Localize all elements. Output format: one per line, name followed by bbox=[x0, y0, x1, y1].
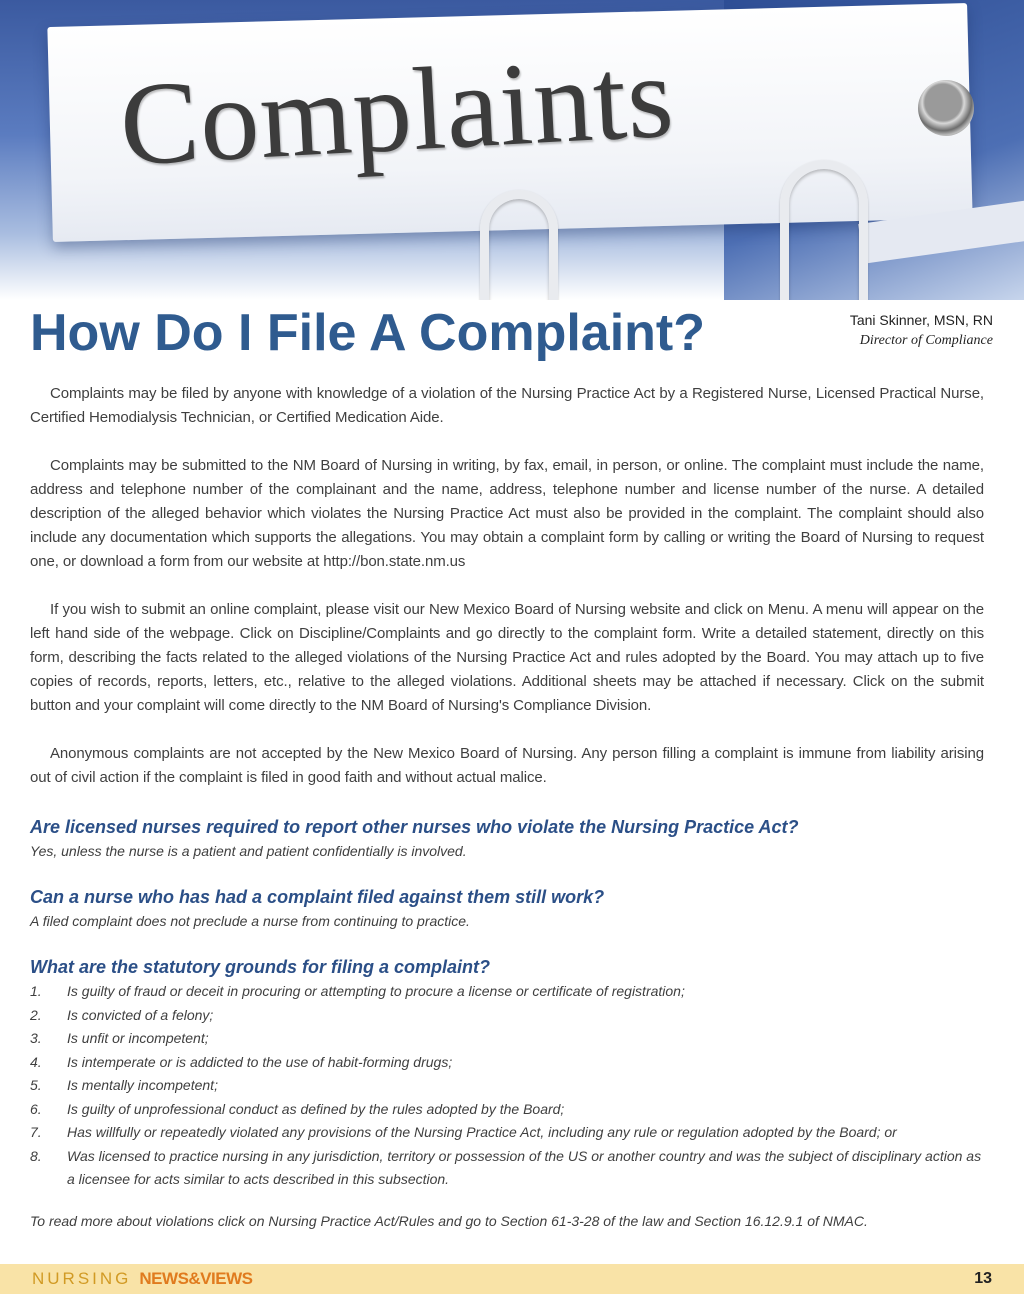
binder-grommet-icon bbox=[918, 80, 974, 136]
list-number: 6. bbox=[30, 1100, 42, 1117]
byline bbox=[850, 310, 993, 352]
list-number: 4. bbox=[30, 1053, 42, 1070]
list-number: 7. bbox=[30, 1124, 42, 1140]
list-number: 2. bbox=[30, 1006, 42, 1023]
list-item bbox=[30, 980, 984, 1004]
list-text: Is intemperate or is addicted to the use of habit-forming drugs; bbox=[67, 1053, 453, 1070]
list-item bbox=[30, 1098, 984, 1122]
article-body bbox=[30, 382, 984, 1232]
logo-text-news-views: NEWS&VIEWS bbox=[139, 1269, 253, 1288]
qa-block bbox=[30, 884, 984, 932]
list-item bbox=[30, 1027, 984, 1051]
paragraph: If you wish to submit an online complaint, please visit our New Mexico Board of Nursing website and click on Menu. A menu will appear on the left hand side of the webpage. Click on Discipline/Complaints and go directly to the complaint form. Write a detailed statement, directly on this form, describing the facts related to the alleged violations of the Nursing Practice Act and rules adopted by the Board. You may attach up to five copies of records, reports, letters, etc., relative to the alleged violations. Additional sheets may be attached if necessary. Click on the submit button and your complaint will come directly to the NM Board of Nursing's Compliance Division. bbox=[30, 601, 984, 714]
binder-ring-icon bbox=[480, 190, 558, 300]
page-title: How Do I File A Complaint? bbox=[30, 304, 706, 362]
list-number: 5. bbox=[30, 1077, 42, 1093]
publication-logo bbox=[32, 1269, 252, 1290]
page-footer bbox=[0, 1264, 1024, 1294]
list-number: 1. bbox=[30, 983, 42, 999]
list-item bbox=[30, 1074, 984, 1098]
answer-text: A filed complaint does not preclude a nurse from continuing to practice. bbox=[30, 913, 470, 929]
list-number: 3. bbox=[30, 1030, 42, 1046]
list-item bbox=[30, 1121, 984, 1145]
list-item bbox=[30, 1051, 984, 1075]
grounds-list bbox=[30, 980, 984, 1192]
author-name: Tani Skinner, MSN, RN bbox=[849, 312, 993, 328]
paragraph: Complaints may be filed by anyone with knowledge of a violation of the Nursing Practice Act by a Registered Nurse, Licensed Practical Nurse, Certified Hemodialysis Technician, or Certified Medication Aide. bbox=[30, 385, 984, 426]
binder-label-text: Complaints bbox=[116, 30, 678, 191]
grounds-section bbox=[30, 954, 984, 1192]
list-text: Is guilty of fraud or deceit in procuring or attempting to procure a license or certificate of registration; bbox=[67, 983, 685, 999]
paragraph: Complaints may be submitted to the NM Board of Nursing in writing, by fax, email, in person, or online. The complaint must include the name, address and telephone number of the complainant and the name, address, telephone number and license number of the nurse. A detailed description of the alleged behavior which violates the Nursing Practice Act must also be provided in the complaint. The complaint should also include any documentation which supports the allegations. You may obtain a complaint form by calling or writing the Board of Nursing to request one, or download a form from our website at http://bon.state.nm.us bbox=[30, 457, 984, 570]
binder-ring-icon bbox=[780, 160, 868, 300]
page-number: 13 bbox=[974, 1270, 992, 1287]
question-heading: Are licensed nurses required to report other nurses who violate the Nursing Practice Act? bbox=[30, 817, 799, 837]
question-heading: Can a nurse who has had a complaint filed against them still work? bbox=[30, 887, 605, 907]
list-text: Is guilty of unprofessional conduct as defined by the rules adopted by the Board; bbox=[67, 1100, 565, 1117]
answer-text: Yes, unless the nurse is a patient and patient confidentially is involved. bbox=[30, 843, 467, 859]
list-text: Is convicted of a felony; bbox=[67, 1006, 214, 1023]
list-item bbox=[30, 1004, 984, 1028]
list-number: 8. bbox=[30, 1147, 42, 1164]
logo-text-nursing: NURSING bbox=[32, 1269, 132, 1288]
paragraph: Anonymous complaints are not accepted by the New Mexico Board of Nursing. Any person filling a complaint is immune from liability arising out of civil action if the complaint is filed in good faith and without actual malice. bbox=[30, 745, 984, 786]
list-text: Has willfully or repeatedly violated any provisions of the Nursing Practice Act, including any rule or regulation adopted by the Board; or bbox=[67, 1124, 897, 1140]
qa-block bbox=[30, 814, 984, 862]
list-text: Is mentally incompetent; bbox=[67, 1077, 218, 1093]
list-text: Was licensed to practice nursing in any jurisdiction, territory or possession of the US or another country and was the subject of disciplinary action as a licensee for acts similar to acts described in this subsection. bbox=[67, 1147, 982, 1187]
question-heading: What are the statutory grounds for filing a complaint? bbox=[30, 957, 491, 977]
list-item bbox=[30, 1145, 984, 1192]
list-text: Is unfit or incompetent; bbox=[67, 1030, 209, 1046]
hero-image bbox=[0, 0, 1024, 300]
author-role: Director of Compliance bbox=[859, 333, 993, 348]
footnote: To read more about violations click on Nursing Practice Act/Rules and go to Section 61-3-28 of the law and Section 16.12.9.1 of NMAC. bbox=[30, 1212, 868, 1229]
